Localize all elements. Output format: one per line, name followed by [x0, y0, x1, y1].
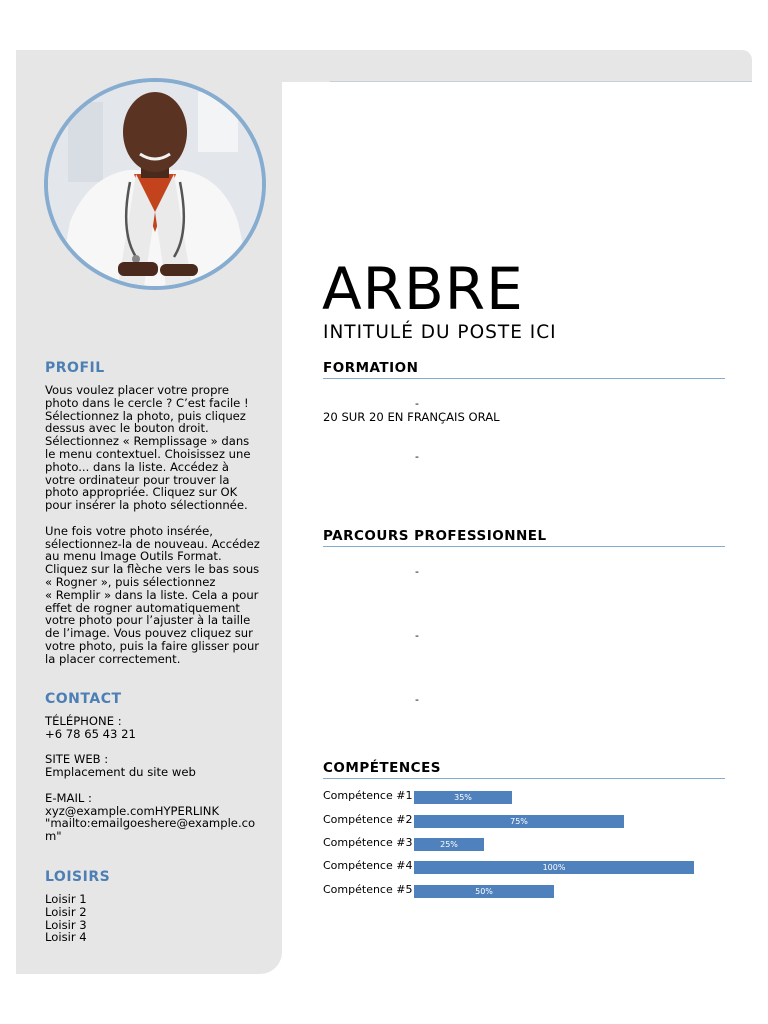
email-value[interactable]: xyz@example.comHYPERLINK "mailto:emailgoeshere@example.co m" [45, 803, 256, 844]
education-heading: FORMATION [323, 360, 725, 379]
phone-label: TÉLÉPHONE : [45, 714, 122, 728]
profile-heading: PROFIL [45, 360, 105, 376]
hobby-item: Loisir 4 [45, 930, 87, 945]
education-placeholder-dash: - [415, 397, 419, 410]
job-title: INTITULÉ DU POSTE ICI [323, 322, 557, 343]
contact-details [45, 715, 265, 843]
hobby-item: Loisir 1 [45, 892, 87, 906]
experience-placeholder-dash: - [415, 565, 419, 578]
profile-paragraph-1: Vous voulez placer votre propre photo dans le cercle ? C’est facile ! Sélectionnez la photo, puis cliquez dessus avec le bouton droit. Sélectionnez « Remplissage » dans le menu contextuel. Choisissez une photo... dans la liste. Accédez à votre ordinateur pour trouver la photo appropriée. Cliquez sur OK pour insérer la photo sélectionnée. [45, 383, 251, 513]
experience-heading: PARCOURS PROFESSIONNEL [323, 528, 725, 547]
skill-bar: 25% [414, 838, 484, 851]
skill-bar: 50% [414, 885, 554, 898]
skill-label: Compétence #5 [323, 883, 413, 896]
skills-heading: COMPÉTENCES [323, 760, 725, 779]
skill-label: Compétence #1 [323, 789, 413, 802]
skill-label: Compétence #3 [323, 836, 413, 849]
email-label: E-MAIL : [45, 790, 92, 805]
profile-text [45, 384, 265, 666]
profile-photo[interactable] [44, 78, 266, 290]
hobby-item: Loisir 3 [45, 917, 87, 932]
experience-placeholder-dash: - [415, 693, 419, 706]
hobbies-list [45, 893, 265, 944]
profile-paragraph-2: Une fois votre photo insérée, sélectionnez-la de nouveau. Accédez au menu Image Outils Format. Cliquez sur la flèche vers le bas sous « Rogner », puis sélectionnez « Remplir » dans la liste. Cela a pour effet de rogner automatiquement votre photo pour l’ajuster à la taille de l’image. Vous pouvez cliquez sur votre photo, puis la faire glisser pour la placer correctement. [45, 523, 260, 666]
skill-label: Compétence #2 [323, 813, 413, 826]
candidate-name: ARBRE [322, 255, 524, 323]
skill-bar: 100% [414, 861, 694, 874]
education-placeholder-dash: - [415, 450, 419, 463]
hobbies-heading: LOISIRS [45, 869, 111, 885]
skill-label: Compétence #4 [323, 859, 413, 872]
website-value[interactable]: Emplacement du site web [45, 765, 196, 780]
skill-bar: 35% [414, 791, 512, 804]
hobby-item: Loisir 2 [45, 904, 87, 919]
experience-placeholder-dash: - [415, 629, 419, 642]
top-divider [330, 81, 752, 82]
phone-value: +6 78 65 43 21 [45, 726, 136, 741]
education-entry: 20 SUR 20 EN FRANÇAIS ORAL [323, 410, 500, 424]
contact-heading: CONTACT [45, 691, 122, 707]
skill-bar: 75% [414, 815, 624, 828]
website-label: SITE WEB : [45, 752, 109, 767]
